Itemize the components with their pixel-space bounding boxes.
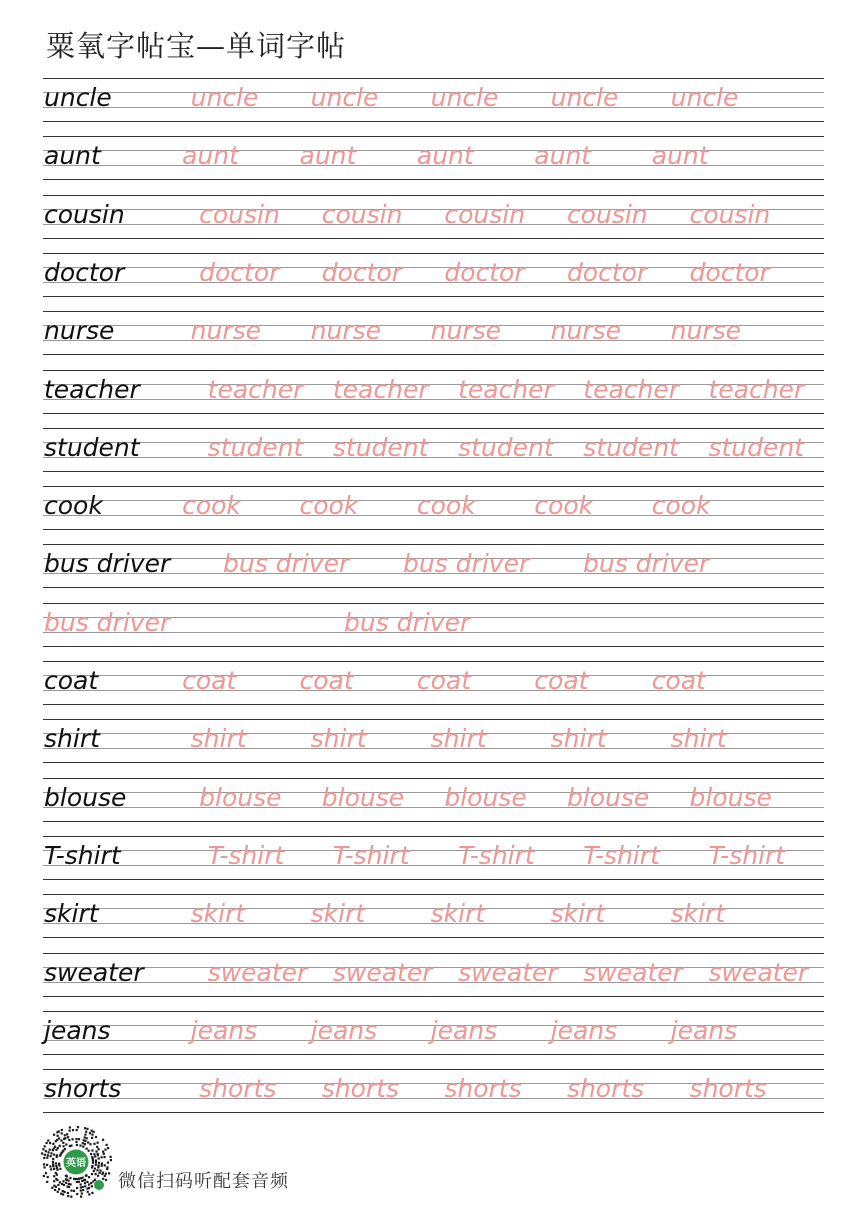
guide-line xyxy=(43,370,824,371)
model-word: shirt xyxy=(44,724,100,754)
trace-word: T-shirt xyxy=(207,840,285,870)
guide-line xyxy=(43,762,824,763)
trace-word: sweater xyxy=(458,957,558,987)
guide-line xyxy=(43,311,824,312)
trace-word: aunt xyxy=(299,141,357,171)
model-word: blouse xyxy=(44,782,127,812)
guide-line xyxy=(43,78,824,79)
guide-line xyxy=(43,879,824,880)
guide-line xyxy=(43,603,824,604)
trace-word: T-shirt xyxy=(332,840,410,870)
trace-word: blouse xyxy=(199,782,282,812)
guide-line xyxy=(43,384,824,385)
guide-line xyxy=(43,587,824,588)
guide-line xyxy=(43,661,824,662)
page-title: 粟氧字帖宝—单词字帖 xyxy=(46,29,347,63)
trace-word: cousin xyxy=(689,199,771,229)
trace-word: sweater xyxy=(708,957,809,987)
trace-word: shirt xyxy=(430,724,487,754)
guide-line xyxy=(43,850,824,851)
model-word: student xyxy=(44,432,140,462)
writing-row xyxy=(43,311,824,355)
trace-word: cousin xyxy=(199,199,280,229)
guide-line xyxy=(43,836,824,837)
model-word: cook xyxy=(44,491,103,521)
trace-word: doctor xyxy=(199,257,280,287)
model-word: aunt xyxy=(44,141,101,171)
guide-line xyxy=(43,195,824,196)
writing-row xyxy=(43,253,824,297)
writing-row xyxy=(43,894,824,938)
writing-row xyxy=(43,195,824,239)
trace-word: shorts xyxy=(566,1074,645,1104)
trace-word: cousin xyxy=(321,199,403,229)
guide-line xyxy=(43,136,824,137)
model-word: cousin xyxy=(44,199,125,229)
model-word: teacher xyxy=(44,374,140,404)
trace-word: student xyxy=(332,432,429,462)
trace-word: uncle xyxy=(430,83,499,112)
writing-row xyxy=(43,719,824,763)
guide-line xyxy=(43,296,824,297)
trace-word: cook xyxy=(299,491,359,521)
trace-word: uncle xyxy=(190,83,259,112)
writing-row xyxy=(43,836,824,880)
writing-row xyxy=(43,661,824,705)
trace-word: student xyxy=(207,432,304,462)
model-word: T-shirt xyxy=(44,840,121,870)
guide-line xyxy=(43,1011,824,1012)
guide-line xyxy=(43,442,824,443)
trace-word: nurse xyxy=(190,316,261,346)
trace-word: cousin xyxy=(566,199,648,229)
trace-word: bus driver xyxy=(403,549,530,579)
trace-word: coat xyxy=(651,666,706,695)
model-word: coat xyxy=(44,666,99,695)
trace-word: skirt xyxy=(670,899,726,929)
guide-line xyxy=(43,1054,824,1055)
model-word: jeans xyxy=(44,1015,111,1045)
trace-word: nurse xyxy=(550,316,621,346)
guide-line xyxy=(43,982,824,983)
trace-word: jeans xyxy=(430,1015,498,1045)
trace-word: aunt xyxy=(534,141,592,171)
footer-audio-hint: 微信扫码听配套音频 xyxy=(118,1171,289,1192)
guide-line xyxy=(43,471,824,472)
trace-word: shirt xyxy=(550,724,607,754)
trace-word: skirt xyxy=(430,899,486,929)
trace-word: uncle xyxy=(670,83,739,112)
trace-word: blouse xyxy=(566,782,650,812)
trace-word: doctor xyxy=(689,257,770,287)
guide-line xyxy=(43,428,824,429)
trace-word: cousin xyxy=(444,199,526,229)
guide-line xyxy=(43,486,824,487)
guide-line xyxy=(43,1112,824,1113)
trace-word: doctor xyxy=(321,257,403,287)
trace-word: skirt xyxy=(190,899,246,929)
trace-word: nurse xyxy=(310,316,381,346)
trace-word: student xyxy=(458,432,554,462)
guide-line xyxy=(43,544,824,545)
trace-word: cook xyxy=(416,491,476,521)
writing-row xyxy=(43,1069,824,1113)
model-word: uncle xyxy=(44,83,112,112)
trace-word: coat xyxy=(416,666,472,695)
guide-line xyxy=(43,354,824,355)
trace-word: uncle xyxy=(550,83,619,112)
guide-line xyxy=(43,967,824,968)
trace-word: aunt xyxy=(182,141,239,171)
trace-word: sweater xyxy=(583,957,683,987)
trace-word: skirt xyxy=(310,899,366,929)
trace-word: teacher xyxy=(332,374,429,404)
trace-word: uncle xyxy=(310,83,379,112)
trace-word: teacher xyxy=(583,374,680,404)
trace-word: shirt xyxy=(190,724,247,754)
guide-line xyxy=(43,399,824,400)
model-word: nurse xyxy=(44,316,115,346)
guide-line xyxy=(43,953,824,954)
trace-word: T-shirt xyxy=(708,840,786,870)
model-word: shorts xyxy=(44,1074,122,1104)
writing-row xyxy=(43,136,824,180)
trace-word: nurse xyxy=(670,316,741,346)
trace-word: jeans xyxy=(670,1015,738,1045)
guide-line xyxy=(43,821,824,822)
trace-word: shorts xyxy=(444,1074,522,1104)
trace-word: T-shirt xyxy=(583,840,660,870)
guide-line xyxy=(43,704,824,705)
trace-word: cook xyxy=(651,491,711,521)
model-word: sweater xyxy=(44,957,144,987)
trace-word: coat xyxy=(299,666,354,695)
trace-word: bus driver xyxy=(583,549,710,579)
trace-word: shorts xyxy=(199,1074,277,1104)
trace-word: jeans xyxy=(550,1015,618,1045)
guide-line xyxy=(43,646,824,647)
guide-line xyxy=(43,865,824,866)
trace-word: shirt xyxy=(670,724,727,754)
trace-word: bus driver xyxy=(344,607,471,637)
trace-word: cook xyxy=(182,491,241,521)
trace-word: aunt xyxy=(651,141,709,171)
trace-word: aunt xyxy=(416,141,474,171)
trace-word: nurse xyxy=(430,316,501,346)
trace-word: skirt xyxy=(550,899,606,929)
trace-word: coat xyxy=(534,666,589,695)
guide-line xyxy=(43,937,824,938)
model-word: bus driver xyxy=(44,549,171,579)
trace-word: bus driver xyxy=(44,607,171,637)
trace-word: blouse xyxy=(689,782,772,812)
trace-word: shirt xyxy=(310,724,367,754)
writing-row xyxy=(43,778,824,822)
writing-row xyxy=(43,953,824,997)
guide-line xyxy=(43,1069,824,1070)
qr-code-icon[interactable] xyxy=(40,1126,114,1200)
trace-word: bus driver xyxy=(223,549,350,579)
model-word: doctor xyxy=(44,257,125,287)
guide-line xyxy=(43,894,824,895)
guide-line xyxy=(43,253,824,254)
trace-word: student xyxy=(708,432,805,462)
badge-label: 英语 xyxy=(66,1158,86,1169)
guide-line xyxy=(43,413,824,414)
trace-word: T-shirt xyxy=(458,840,535,870)
trace-word: shorts xyxy=(689,1074,767,1104)
trace-word: jeans xyxy=(190,1015,258,1045)
guide-line xyxy=(43,121,824,122)
guide-line xyxy=(43,529,824,530)
trace-word: doctor xyxy=(444,257,525,287)
trace-word: sweater xyxy=(332,957,433,987)
writing-row xyxy=(43,1011,824,1055)
footer xyxy=(40,1126,340,1201)
model-word: skirt xyxy=(44,899,99,929)
guide-line xyxy=(43,778,824,779)
guide-line xyxy=(43,238,824,239)
guide-line xyxy=(43,457,824,458)
writing-row xyxy=(43,78,824,122)
trace-word: sweater xyxy=(207,957,308,987)
trace-word: blouse xyxy=(444,782,527,812)
guide-line xyxy=(43,996,824,997)
guide-line xyxy=(43,719,824,720)
writing-row xyxy=(43,486,824,530)
trace-word: cook xyxy=(534,491,594,521)
writing-row xyxy=(43,544,824,588)
writing-row xyxy=(43,428,824,472)
copybook-sheet xyxy=(43,78,824,1118)
trace-word: shorts xyxy=(321,1074,400,1104)
trace-word: teacher xyxy=(207,374,304,404)
trace-word: coat xyxy=(182,666,237,695)
trace-word: teacher xyxy=(458,374,554,404)
trace-word: student xyxy=(583,432,679,462)
trace-word: jeans xyxy=(310,1015,378,1045)
trace-word: doctor xyxy=(566,257,648,287)
writing-row xyxy=(43,603,824,647)
writing-row xyxy=(43,370,824,414)
trace-word: blouse xyxy=(321,782,405,812)
trace-word: teacher xyxy=(708,374,805,404)
guide-line xyxy=(43,179,824,180)
